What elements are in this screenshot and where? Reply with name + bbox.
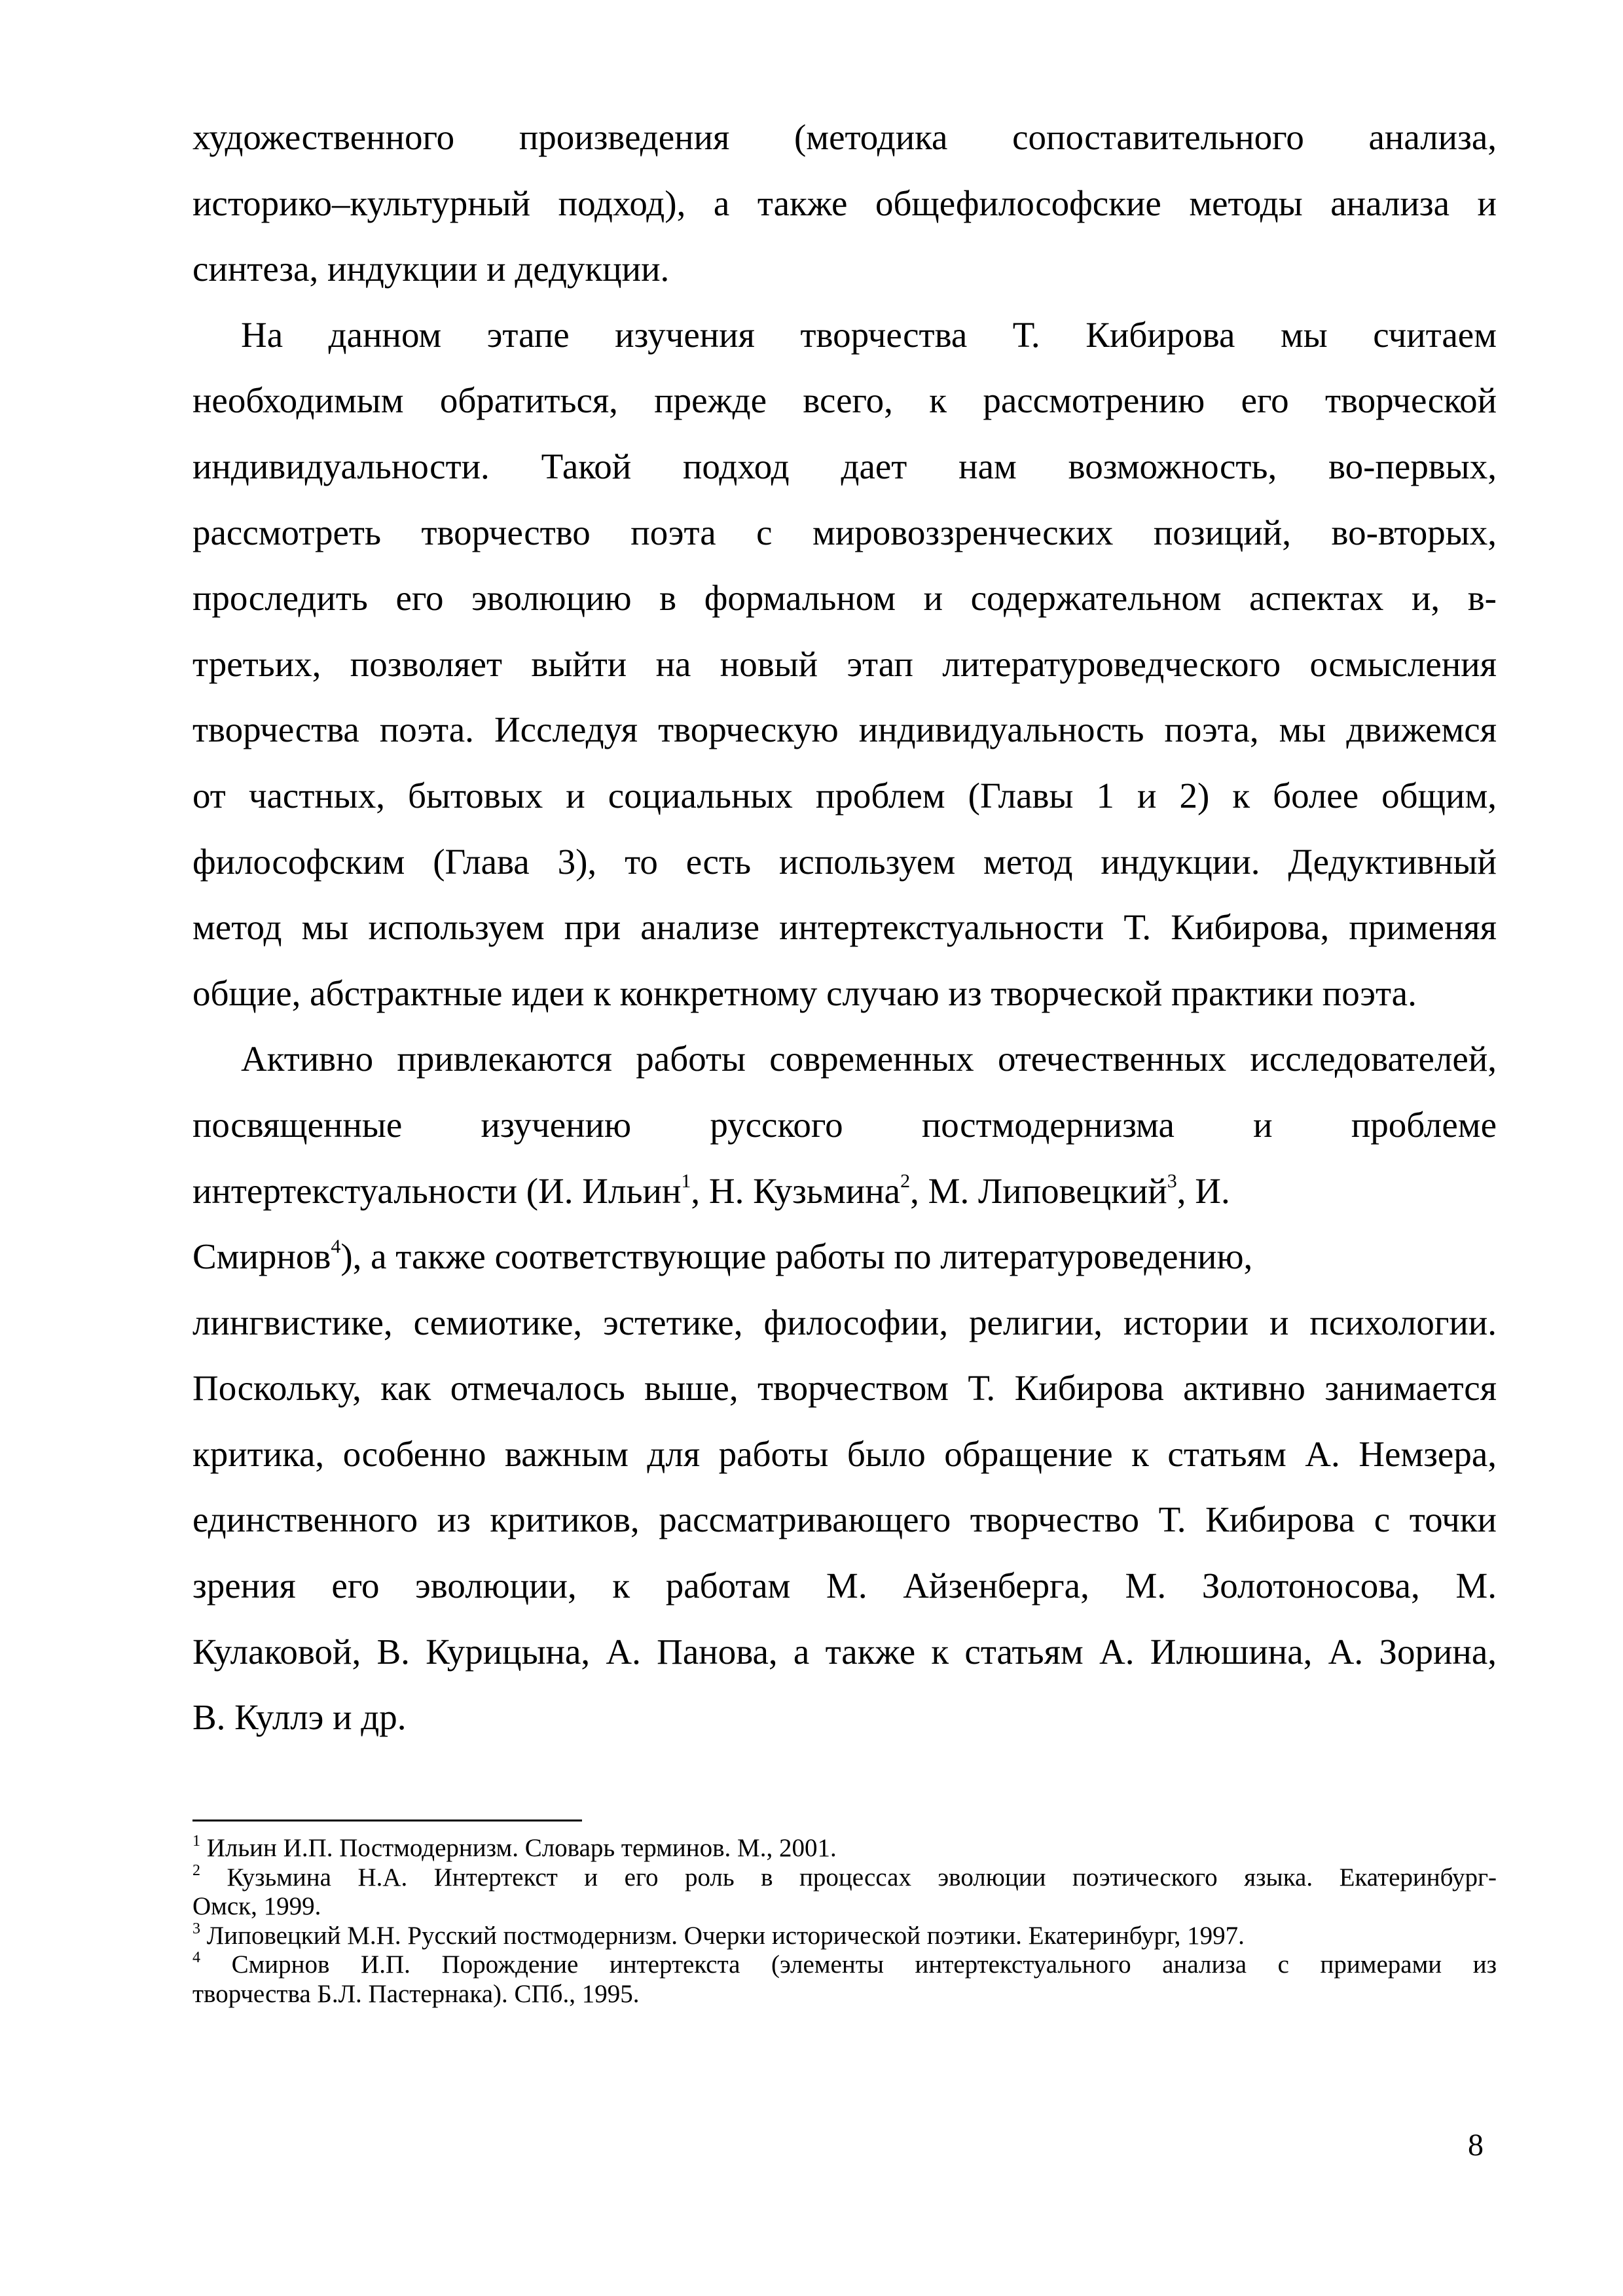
- text-line: рассмотреть творчество поэта с мировоззренческих позиций, во-вторых,: [192, 512, 1497, 552]
- text-line: общие, абстрактные идеи к конкретному случаю из творческой практики поэта.: [192, 973, 1417, 1013]
- main-text: [192, 105, 1497, 1751]
- footnote-number: 2: [192, 1861, 200, 1879]
- text-line: метод мы используем при анализе интертекстуальности Т. Кибирова, применяя: [192, 907, 1497, 948]
- footnote-ref[interactable]: 3: [1167, 1170, 1177, 1192]
- text-line: посвященные изучению русского постмодернизма и проблеме: [192, 1104, 1497, 1145]
- text-segment: , Н. Кузьмина: [691, 1170, 901, 1211]
- text-segment: Смирнов: [192, 1236, 331, 1277]
- footnotes: [192, 1834, 1497, 2009]
- text-line: В. Куллэ и др.: [192, 1697, 407, 1738]
- footnote-1: [192, 1834, 1497, 1863]
- text-line: синтеза, индукции и дедукции.: [192, 249, 670, 289]
- text-line: критика, особенно важным для работы было обращение к статьям А. Немзера,: [192, 1433, 1497, 1474]
- text-line: необходимым обратиться, прежде всего, к рассмотрению его творческой: [192, 380, 1497, 421]
- text-segment: , И.: [1176, 1170, 1230, 1211]
- text-line: философским (Глава 3), то есть используем метод индукции. Дедуктивный: [192, 841, 1497, 882]
- text-line: Поскольку, как отмечалось выше, творчеством Т. Кибирова активно занимается: [192, 1368, 1497, 1408]
- text-line: историко–культурный подход), а также общефилософские методы анализа и: [192, 183, 1497, 223]
- text-line: индивидуальности. Такой подход дает нам возможность, во-первых,: [192, 446, 1497, 486]
- footnote-number: 4: [192, 1949, 200, 1966]
- text-line: третьих, позволяет выйти на новый этап литературоведческого осмысления: [192, 643, 1497, 684]
- page-number: 8: [1468, 2128, 1484, 2162]
- text-segment: , М. Липовецкий: [910, 1170, 1167, 1211]
- text-line: Кулаковой, В. Курицына, А. Панова, а также к статьям А. Илюшина, А. Зорина,: [192, 1631, 1497, 1672]
- footnote-2: [192, 1863, 1497, 1893]
- footnote-text: Ильин И.П. Постмодернизм. Словарь терминов. М., 2001.: [206, 1834, 837, 1862]
- footnote-4: [192, 1950, 1497, 1980]
- text-segment: ), а также соответствующие работы по литературоведению,: [340, 1236, 1253, 1277]
- footnote-3: [192, 1922, 1497, 1951]
- footnote-separator: [192, 1820, 582, 1821]
- footnote-number: 1: [192, 1833, 200, 1850]
- footnote-text: Смирнов И.П. Порождение интертекста (элементы интертекстуального анализа с примерами из: [231, 1950, 1497, 1979]
- text-line: На данном этапе изучения творчества Т. Кибирова мы считаем: [241, 314, 1497, 355]
- footnote-number: 3: [192, 1920, 200, 1937]
- text-line: зрения его эволюции, к работам М. Айзенберга, М. Золотоносова, М.: [192, 1566, 1497, 1606]
- footnote-2-continuation: Омск, 1999.: [192, 1892, 321, 1920]
- text-line-with-refs: [192, 1224, 1497, 1290]
- footnote-text: Кузьмина Н.А. Интертекст и его роль в процессах эволюции поэтического языка. Екатеринбург-: [227, 1863, 1497, 1892]
- text-line: проследить его эволюцию в формальном и содержательном аспектах и, в-: [192, 578, 1497, 619]
- text-line: единственного из критиков, рассматривающего творчество Т. Кибирова с точки: [192, 1499, 1497, 1540]
- text-line: художественного произведения (методика сопоставительного анализа,: [192, 117, 1497, 157]
- footnote-ref[interactable]: 2: [900, 1170, 911, 1192]
- text-line: от частных, бытовых и социальных проблем (Главы 1 и 2) к более общим,: [192, 775, 1497, 816]
- footnote-4-continuation: творчества Б.Л. Пастернака). СПб., 1995.: [192, 1979, 640, 2008]
- text-line-with-refs: [192, 1158, 1497, 1225]
- text-line: лингвистике, семиотике, эстетике, философии, религии, истории и психологии.: [192, 1302, 1497, 1342]
- footnote-text: Липовецкий М.Н. Русский постмодернизм. Очерки исторической поэтики. Екатеринбург, 1997.: [206, 1921, 1245, 1950]
- text-line: Активно привлекаются работы современных отечественных исследователей,: [241, 1039, 1497, 1079]
- text-segment: интертекстуальности (И. Ильин: [192, 1170, 682, 1211]
- text-line: творчества поэта. Исследуя творческую индивидуальность поэта, мы движемся: [192, 709, 1497, 750]
- footnote-ref[interactable]: 4: [331, 1236, 341, 1258]
- footnote-ref[interactable]: 1: [681, 1170, 691, 1192]
